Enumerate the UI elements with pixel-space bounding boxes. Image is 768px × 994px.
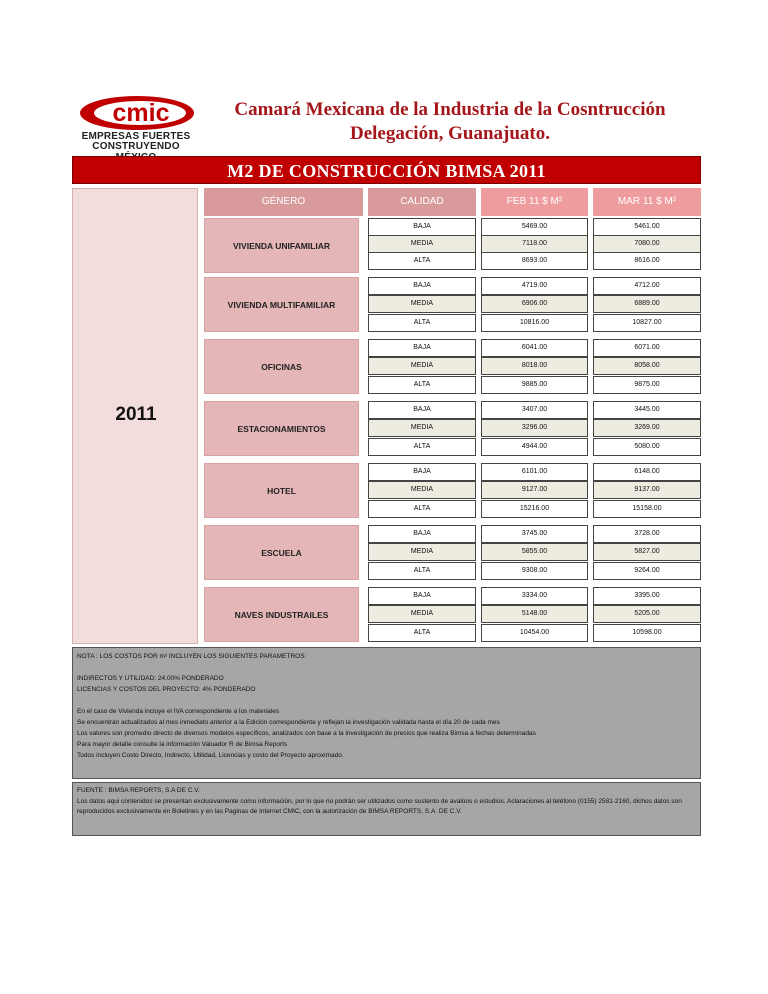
mar-value-cell: 5461.00 (593, 218, 701, 236)
calidad-cell: ALTA (368, 376, 476, 394)
mar-value-cell: 6071.00 (593, 339, 701, 357)
feb-value-cell: 8018.00 (481, 357, 588, 375)
calidad-cell: BAJA (368, 339, 476, 357)
genero-cell: VIVIENDA UNIFAMILIAR (204, 218, 359, 273)
year-label: 2011 (115, 404, 157, 425)
feb-value-cell: 6101.00 (481, 463, 588, 481)
cmic-logo (72, 92, 200, 154)
feb-value-cell: 3745.00 (481, 525, 588, 543)
source-disclaimer: Los datos aqui contenidos se presentan exclusivamente como información, por lo que no podrán ser utilizados como sustento de avalúos o estudios. Aclaraciones al teléfono (0155) 2581-2160, dichos datos son reproducidos exclusivamente en Boletines y en las Paginas de Internet CMIC, con la autorización de BIMSA REPORTS, S.A. DE C.V. (77, 797, 682, 815)
mar-value-cell: 4712.00 (593, 277, 701, 295)
calidad-cell: MEDIA (368, 295, 476, 313)
mar-value-cell: 6889.00 (593, 295, 701, 313)
genero-cell: NAVES INDUSTRAILES (204, 587, 359, 642)
feb-value-cell: 9885.00 (481, 376, 588, 394)
feb-value-cell: 15216.00 (481, 500, 588, 518)
header-feb: FEB 11 $ M² (481, 188, 588, 216)
calidad-cell: ALTA (368, 438, 476, 456)
mar-value-cell: 9264.00 (593, 562, 701, 580)
genero-cell: OFICINAS (204, 339, 359, 394)
calidad-cell: MEDIA (368, 357, 476, 375)
calidad-cell: ALTA (368, 500, 476, 518)
source-title: FUENTE : BIMSA REPORTS, S.A DE C.V. (77, 787, 200, 794)
calidad-cell: MEDIA (368, 605, 476, 623)
feb-value-cell: 3334.00 (481, 587, 588, 605)
feb-value-cell: 8693.00 (481, 252, 588, 270)
mar-value-cell: 9137.00 (593, 481, 701, 499)
note-line: NOTA : LOS COSTOS POR m² INCLUYEN LOS SIGUIENTES PARAMETROS: (77, 653, 307, 660)
calidad-cell: ALTA (368, 624, 476, 642)
feb-value-cell: 5469.00 (481, 218, 588, 236)
header-genero: GÉNERO (204, 188, 363, 216)
genero-cell: ESTACIONAMIENTOS (204, 401, 359, 456)
logo-tagline-2: CONSTRUYENDO (92, 141, 180, 152)
logo-text: cmic (112, 99, 170, 127)
calidad-cell: BAJA (368, 218, 476, 236)
calidad-cell: BAJA (368, 463, 476, 481)
mar-value-cell: 3395.00 (593, 587, 701, 605)
mar-value-cell: 3269.00 (593, 419, 701, 437)
calidad-cell: ALTA (368, 314, 476, 332)
mar-value-cell: 15158.00 (593, 500, 701, 518)
cmic-logo-icon (78, 94, 196, 132)
header-mar: MAR 11 $ M² (593, 188, 701, 216)
org-title-line1: Camará Mexicana de la Industria de la Cosntrucción (234, 99, 666, 120)
calidad-cell: BAJA (368, 525, 476, 543)
mar-value-cell: 7080.00 (593, 235, 701, 253)
calidad-cell: MEDIA (368, 481, 476, 499)
feb-value-cell: 6906.00 (481, 295, 588, 313)
mar-value-cell: 6148.00 (593, 463, 701, 481)
org-title-line2: Delegación, Guanajuato. (349, 123, 551, 144)
feb-value-cell: 7118.00 (481, 235, 588, 253)
feb-value-cell: 3296.00 (481, 419, 588, 437)
source-box (72, 782, 701, 836)
mar-value-cell: 3445.00 (593, 401, 701, 419)
feb-value-cell: 4944.00 (481, 438, 588, 456)
feb-value-cell: 9127.00 (481, 481, 588, 499)
note-line: Los valores son promedio directo de diversos modelos específicos, analizados con base a la investigación de precios que realiza Bimsa a fechas determinadas (77, 730, 536, 737)
genero-cell: HOTEL (204, 463, 359, 518)
mar-value-cell: 10827.00 (593, 314, 701, 332)
feb-value-cell: 6041.00 (481, 339, 588, 357)
feb-value-cell: 4719.00 (481, 277, 588, 295)
mar-value-cell: 8616.00 (593, 252, 701, 270)
notes-box (72, 647, 701, 779)
feb-value-cell: 10454.00 (481, 624, 588, 642)
mar-value-cell: 9875.00 (593, 376, 701, 394)
feb-value-cell: 9308.00 (481, 562, 588, 580)
note-line: Todos incluyen Costo Directo, Indirecto, Utilidad, Licencias y costo del Proyecto aproximado. (77, 752, 344, 759)
page-title-banner: M2 DE CONSTRUCCIÓN BIMSA 2011 (72, 156, 701, 184)
mar-value-cell: 10598.00 (593, 624, 701, 642)
mar-value-cell: 8058.00 (593, 357, 701, 375)
feb-value-cell: 3407.00 (481, 401, 588, 419)
calidad-cell: BAJA (368, 587, 476, 605)
calidad-cell: MEDIA (368, 543, 476, 561)
header-calidad: CALIDAD (368, 188, 476, 216)
note-line: LICENCIAS Y COSTOS DEL PROYECTO: 4% PONDERADO (77, 686, 256, 693)
note-line (77, 695, 696, 706)
mar-value-cell: 5827.00 (593, 543, 701, 561)
genero-cell: VIVIENDA MULTIFAMILIAR (204, 277, 359, 332)
note-line (77, 662, 696, 673)
mar-value-cell: 5080.00 (593, 438, 701, 456)
note-line: Se encuentran actualizados al mes inmediato anterior a la Edición correspondiente y reflejan la investigación validada hasta el día 20 de cada mes (77, 719, 500, 726)
calidad-cell: ALTA (368, 252, 476, 270)
calidad-cell: ALTA (368, 562, 476, 580)
logo-tagline-1: EMPRESAS FUERTES (81, 131, 191, 142)
calidad-cell: MEDIA (368, 419, 476, 437)
calidad-cell: BAJA (368, 401, 476, 419)
genero-cell: ESCUELA (204, 525, 359, 580)
feb-value-cell: 10816.00 (481, 314, 588, 332)
calidad-cell: BAJA (368, 277, 476, 295)
mar-value-cell: 5205.00 (593, 605, 701, 623)
calidad-cell: MEDIA (368, 235, 476, 253)
mar-value-cell: 3728.00 (593, 525, 701, 543)
note-line: En el caso de Vivienda incluye el IVA correspondiente a los materiales (77, 708, 280, 715)
year-panel (72, 188, 198, 644)
feb-value-cell: 5855.00 (481, 543, 588, 561)
note-line: INDIRECTOS Y UTILIDAD: 24.00% PONDERADO (77, 675, 224, 682)
feb-value-cell: 5148.00 (481, 605, 588, 623)
note-line: Para mayor detalle consulte la información Valuador R de Bimsa Reports (77, 741, 288, 748)
